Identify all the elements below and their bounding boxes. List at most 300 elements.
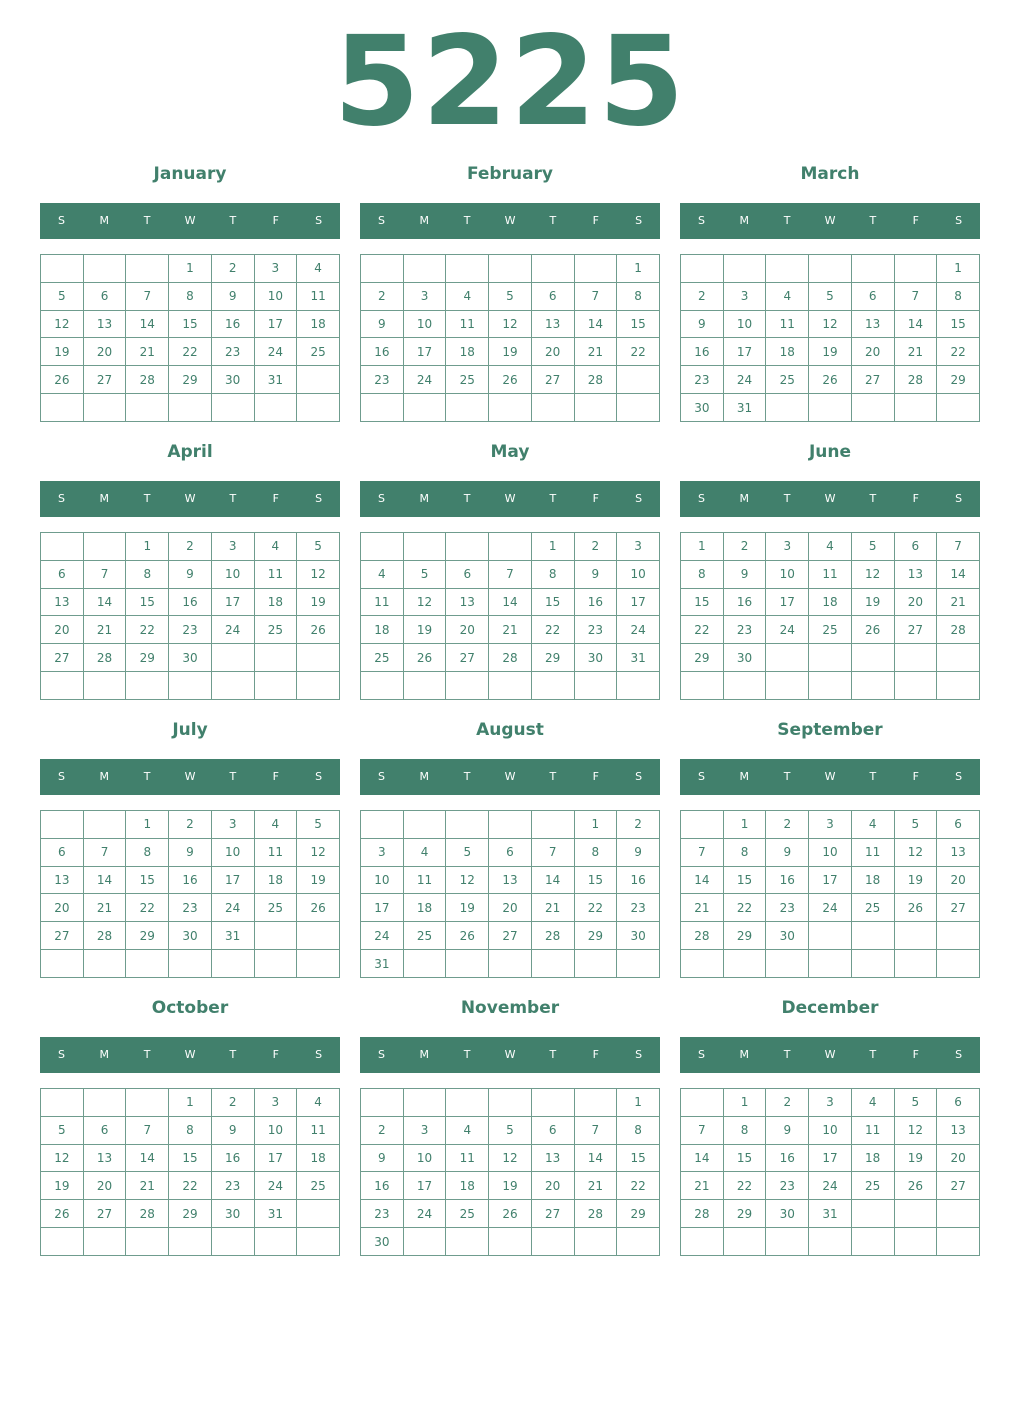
day-cell: 23 <box>681 366 724 394</box>
day-cell <box>937 394 980 422</box>
week-row <box>41 1172 340 1200</box>
month-name: March <box>800 164 860 184</box>
week-row <box>361 560 660 588</box>
month-june <box>680 436 980 706</box>
day-cell: 28 <box>894 366 937 394</box>
day-cell: 18 <box>851 1144 894 1172</box>
day-cell <box>489 394 532 422</box>
day-cell <box>254 1228 297 1256</box>
week-row <box>41 616 340 644</box>
day-cell <box>403 1228 446 1256</box>
week-row <box>361 282 660 310</box>
day-table <box>360 1088 660 1256</box>
day-cell: 23 <box>211 338 254 366</box>
day-table <box>680 810 980 978</box>
day-cell: 11 <box>297 282 340 310</box>
week-row <box>41 672 340 700</box>
week-row <box>361 644 660 672</box>
day-cell: 9 <box>766 838 809 866</box>
day-cell: 14 <box>83 588 126 616</box>
day-cell <box>531 255 574 283</box>
day-cell: 6 <box>937 1089 980 1117</box>
week-row <box>41 644 340 672</box>
day-cell <box>894 394 937 422</box>
day-cell <box>126 672 169 700</box>
day-cell: 12 <box>851 560 894 588</box>
week-row <box>361 950 660 978</box>
day-cell <box>809 950 852 978</box>
week-row <box>361 255 660 283</box>
day-cell: 31 <box>617 644 660 672</box>
day-cell: 29 <box>169 366 212 394</box>
weekday-label: M <box>99 1048 110 1061</box>
day-cell: 13 <box>41 588 84 616</box>
day-cell: 16 <box>681 338 724 366</box>
day-cell: 1 <box>937 255 980 283</box>
day-cell: 29 <box>723 1200 766 1228</box>
day-cell: 22 <box>169 338 212 366</box>
day-cell: 12 <box>41 310 84 338</box>
day-table <box>40 1088 340 1256</box>
day-cell: 1 <box>723 1089 766 1117</box>
day-cell <box>937 644 980 672</box>
day-cell: 5 <box>894 1089 937 1117</box>
day-cell: 28 <box>83 644 126 672</box>
day-cell <box>41 1089 84 1117</box>
day-cell: 30 <box>169 922 212 950</box>
day-cell: 25 <box>809 616 852 644</box>
day-cell: 10 <box>254 1116 297 1144</box>
day-cell: 10 <box>403 310 446 338</box>
week-row <box>361 1144 660 1172</box>
day-cell: 16 <box>211 310 254 338</box>
day-cell: 21 <box>531 894 574 922</box>
day-cell: 14 <box>894 310 937 338</box>
day-cell: 27 <box>41 922 84 950</box>
day-cell: 6 <box>894 533 937 561</box>
month-april <box>40 436 340 706</box>
week-row <box>361 1089 660 1117</box>
month-march <box>680 158 980 428</box>
day-cell: 22 <box>617 338 660 366</box>
week-row <box>41 1200 340 1228</box>
day-cell: 4 <box>403 838 446 866</box>
day-cell <box>83 1228 126 1256</box>
day-cell <box>894 255 937 283</box>
day-cell: 7 <box>574 1116 617 1144</box>
day-cell: 5 <box>894 811 937 839</box>
day-cell <box>83 672 126 700</box>
day-cell: 21 <box>83 894 126 922</box>
week-row <box>361 533 660 561</box>
day-cell: 30 <box>211 1200 254 1228</box>
day-cell: 20 <box>446 616 489 644</box>
day-table <box>360 810 660 978</box>
day-cell: 7 <box>894 282 937 310</box>
day-cell <box>894 672 937 700</box>
day-cell: 15 <box>723 1144 766 1172</box>
day-cell: 21 <box>126 1172 169 1200</box>
day-cell: 11 <box>361 588 404 616</box>
day-cell: 14 <box>937 560 980 588</box>
day-cell: 5 <box>809 282 852 310</box>
weekday-label: S <box>697 770 705 783</box>
week-row <box>681 811 980 839</box>
day-cell <box>403 1089 446 1117</box>
day-cell <box>574 394 617 422</box>
day-cell: 22 <box>723 1172 766 1200</box>
week-row <box>361 616 660 644</box>
day-cell: 12 <box>809 310 852 338</box>
day-cell: 7 <box>126 1116 169 1144</box>
weekday-label: S <box>635 1048 643 1061</box>
day-cell: 6 <box>531 282 574 310</box>
day-cell: 7 <box>83 838 126 866</box>
day-cell: 17 <box>254 1144 297 1172</box>
day-cell: 16 <box>723 588 766 616</box>
weekday-label: S <box>377 492 385 505</box>
week-row <box>681 394 980 422</box>
day-cell <box>937 1228 980 1256</box>
day-cell <box>681 672 724 700</box>
day-cell: 3 <box>254 255 297 283</box>
day-cell: 17 <box>809 1144 852 1172</box>
day-cell: 28 <box>83 922 126 950</box>
day-cell <box>809 255 852 283</box>
week-row <box>41 950 340 978</box>
day-cell: 15 <box>169 310 212 338</box>
weekday-label: M <box>739 1048 750 1061</box>
day-cell: 14 <box>681 1144 724 1172</box>
day-cell <box>766 672 809 700</box>
day-cell <box>574 672 617 700</box>
day-cell: 26 <box>894 1172 937 1200</box>
day-cell <box>403 255 446 283</box>
day-cell: 12 <box>894 838 937 866</box>
day-cell <box>403 811 446 839</box>
day-cell: 22 <box>617 1172 660 1200</box>
day-cell: 5 <box>41 282 84 310</box>
day-cell: 10 <box>211 838 254 866</box>
day-cell: 18 <box>766 338 809 366</box>
day-cell: 6 <box>851 282 894 310</box>
day-cell <box>211 950 254 978</box>
day-cell: 8 <box>169 1116 212 1144</box>
day-table <box>360 254 660 422</box>
day-cell: 7 <box>574 282 617 310</box>
day-table <box>680 1088 980 1256</box>
day-cell: 27 <box>937 1172 980 1200</box>
day-cell <box>617 1228 660 1256</box>
day-cell <box>489 255 532 283</box>
day-cell: 21 <box>574 338 617 366</box>
day-cell: 7 <box>489 560 532 588</box>
day-cell: 6 <box>83 1116 126 1144</box>
day-cell <box>851 644 894 672</box>
day-cell <box>169 950 212 978</box>
weekday-label: T <box>143 1048 151 1061</box>
day-cell <box>894 950 937 978</box>
day-cell <box>617 672 660 700</box>
day-cell: 16 <box>169 588 212 616</box>
day-cell: 10 <box>403 1144 446 1172</box>
weekday-label: M <box>419 1048 430 1061</box>
day-cell <box>681 1228 724 1256</box>
week-row <box>41 838 340 866</box>
day-cell: 2 <box>211 255 254 283</box>
day-cell: 25 <box>403 922 446 950</box>
day-cell <box>531 950 574 978</box>
day-cell: 3 <box>211 533 254 561</box>
month-name: June <box>808 442 852 462</box>
day-cell: 23 <box>361 1200 404 1228</box>
day-cell: 8 <box>531 560 574 588</box>
day-cell: 21 <box>126 338 169 366</box>
week-row <box>681 255 980 283</box>
day-cell <box>489 1228 532 1256</box>
day-cell <box>809 672 852 700</box>
day-cell <box>489 672 532 700</box>
week-row <box>681 922 980 950</box>
day-cell: 18 <box>446 1172 489 1200</box>
weekday-label: W <box>184 770 196 783</box>
weekday-label: F <box>592 214 599 227</box>
day-cell: 22 <box>169 1172 212 1200</box>
week-row <box>681 310 980 338</box>
day-cell: 8 <box>723 1116 766 1144</box>
day-cell: 22 <box>126 894 169 922</box>
day-cell: 4 <box>297 255 340 283</box>
day-cell <box>851 922 894 950</box>
day-cell: 10 <box>617 560 660 588</box>
day-cell: 17 <box>766 588 809 616</box>
day-table <box>680 254 980 422</box>
day-cell: 31 <box>254 366 297 394</box>
day-cell: 12 <box>894 1116 937 1144</box>
day-cell: 25 <box>254 894 297 922</box>
day-cell: 11 <box>254 560 297 588</box>
day-cell <box>894 1228 937 1256</box>
weekday-label: W <box>824 214 836 227</box>
month-january <box>40 158 340 428</box>
week-row <box>41 338 340 366</box>
day-cell <box>403 672 446 700</box>
day-cell <box>297 672 340 700</box>
day-cell: 2 <box>361 1116 404 1144</box>
day-cell <box>851 672 894 700</box>
week-row <box>681 338 980 366</box>
month-name: May <box>490 442 530 462</box>
day-cell <box>126 1089 169 1117</box>
weekday-label: F <box>592 1048 599 1061</box>
day-cell <box>809 644 852 672</box>
weekday-label: W <box>824 1048 836 1061</box>
weekday-label: T <box>229 770 237 783</box>
day-cell <box>403 394 446 422</box>
day-cell <box>809 922 852 950</box>
week-row <box>361 310 660 338</box>
day-cell <box>83 533 126 561</box>
day-cell: 21 <box>83 616 126 644</box>
day-cell: 1 <box>531 533 574 561</box>
day-cell <box>851 394 894 422</box>
day-cell: 11 <box>254 838 297 866</box>
day-cell: 28 <box>574 1200 617 1228</box>
day-cell: 23 <box>617 894 660 922</box>
day-cell: 20 <box>83 1172 126 1200</box>
day-cell: 24 <box>809 1172 852 1200</box>
day-cell: 17 <box>617 588 660 616</box>
weekday-label: S <box>635 214 643 227</box>
day-cell: 12 <box>489 310 532 338</box>
week-row <box>41 894 340 922</box>
day-cell <box>446 811 489 839</box>
day-cell: 3 <box>723 282 766 310</box>
day-cell: 22 <box>681 616 724 644</box>
day-cell: 20 <box>937 866 980 894</box>
day-cell: 26 <box>297 894 340 922</box>
day-cell: 28 <box>574 366 617 394</box>
day-cell <box>851 1228 894 1256</box>
day-cell: 21 <box>574 1172 617 1200</box>
day-cell <box>83 394 126 422</box>
day-cell: 30 <box>681 394 724 422</box>
day-cell: 18 <box>254 588 297 616</box>
month-february <box>360 158 660 428</box>
day-cell <box>361 672 404 700</box>
day-cell: 18 <box>254 866 297 894</box>
day-cell: 19 <box>894 866 937 894</box>
day-cell <box>254 922 297 950</box>
day-cell: 24 <box>403 1200 446 1228</box>
week-row <box>681 533 980 561</box>
week-row <box>41 310 340 338</box>
day-cell: 2 <box>361 282 404 310</box>
day-cell <box>766 255 809 283</box>
week-row <box>681 1172 980 1200</box>
day-cell: 23 <box>361 366 404 394</box>
weekday-label: T <box>229 1048 237 1061</box>
weekday-label: T <box>869 214 877 227</box>
weekday-label: S <box>377 1048 385 1061</box>
day-cell <box>83 1089 126 1117</box>
weekday-label: W <box>184 492 196 505</box>
weekday-label: M <box>419 492 430 505</box>
day-cell: 8 <box>126 560 169 588</box>
day-cell: 21 <box>489 616 532 644</box>
day-cell: 19 <box>41 338 84 366</box>
weekday-label: F <box>912 214 919 227</box>
day-cell: 29 <box>126 922 169 950</box>
day-cell: 9 <box>169 838 212 866</box>
day-cell: 28 <box>126 366 169 394</box>
day-cell: 8 <box>617 282 660 310</box>
day-table <box>40 810 340 978</box>
day-cell <box>851 255 894 283</box>
day-cell <box>937 1200 980 1228</box>
day-cell: 1 <box>169 255 212 283</box>
day-cell: 9 <box>574 560 617 588</box>
day-cell: 31 <box>723 394 766 422</box>
weekday-label: T <box>143 770 151 783</box>
day-cell: 12 <box>403 588 446 616</box>
day-cell: 26 <box>851 616 894 644</box>
week-row <box>41 1228 340 1256</box>
day-cell <box>254 394 297 422</box>
day-cell: 27 <box>851 366 894 394</box>
day-cell: 20 <box>489 894 532 922</box>
day-cell <box>574 950 617 978</box>
week-row <box>681 366 980 394</box>
day-cell <box>297 1200 340 1228</box>
day-cell: 14 <box>489 588 532 616</box>
day-cell: 24 <box>254 338 297 366</box>
day-cell: 24 <box>361 922 404 950</box>
month-august <box>360 714 660 984</box>
day-cell: 11 <box>851 838 894 866</box>
day-cell: 15 <box>531 588 574 616</box>
day-cell: 12 <box>297 838 340 866</box>
week-row <box>41 255 340 283</box>
day-cell <box>403 533 446 561</box>
day-cell: 1 <box>681 533 724 561</box>
day-cell: 6 <box>446 560 489 588</box>
week-row <box>41 1144 340 1172</box>
weekday-label: S <box>697 492 705 505</box>
day-cell: 29 <box>169 1200 212 1228</box>
day-cell <box>126 950 169 978</box>
month-name: August <box>476 720 544 740</box>
day-cell: 2 <box>169 533 212 561</box>
day-cell <box>489 950 532 978</box>
day-cell: 13 <box>937 1116 980 1144</box>
day-table <box>360 532 660 700</box>
day-cell: 20 <box>851 338 894 366</box>
week-row <box>41 560 340 588</box>
day-cell: 25 <box>446 366 489 394</box>
day-cell: 22 <box>126 616 169 644</box>
week-row <box>681 1228 980 1256</box>
day-cell: 10 <box>211 560 254 588</box>
day-cell: 3 <box>809 811 852 839</box>
day-cell: 5 <box>489 282 532 310</box>
weekday-label: T <box>549 770 557 783</box>
day-cell: 16 <box>766 866 809 894</box>
day-cell: 7 <box>681 1116 724 1144</box>
day-cell: 19 <box>489 338 532 366</box>
month-november <box>360 992 660 1262</box>
weekday-header <box>680 481 980 517</box>
weekday-label: T <box>783 214 791 227</box>
day-cell <box>851 1200 894 1228</box>
day-cell: 7 <box>531 838 574 866</box>
day-cell <box>489 1089 532 1117</box>
day-cell: 23 <box>766 1172 809 1200</box>
day-cell <box>361 394 404 422</box>
day-cell: 22 <box>937 338 980 366</box>
day-cell: 25 <box>851 1172 894 1200</box>
day-cell <box>297 922 340 950</box>
day-cell: 16 <box>361 338 404 366</box>
day-cell: 10 <box>254 282 297 310</box>
day-cell: 3 <box>211 811 254 839</box>
day-cell: 17 <box>403 338 446 366</box>
day-cell <box>446 533 489 561</box>
week-row <box>41 588 340 616</box>
day-cell <box>809 1228 852 1256</box>
day-cell <box>169 394 212 422</box>
day-cell: 18 <box>297 1144 340 1172</box>
